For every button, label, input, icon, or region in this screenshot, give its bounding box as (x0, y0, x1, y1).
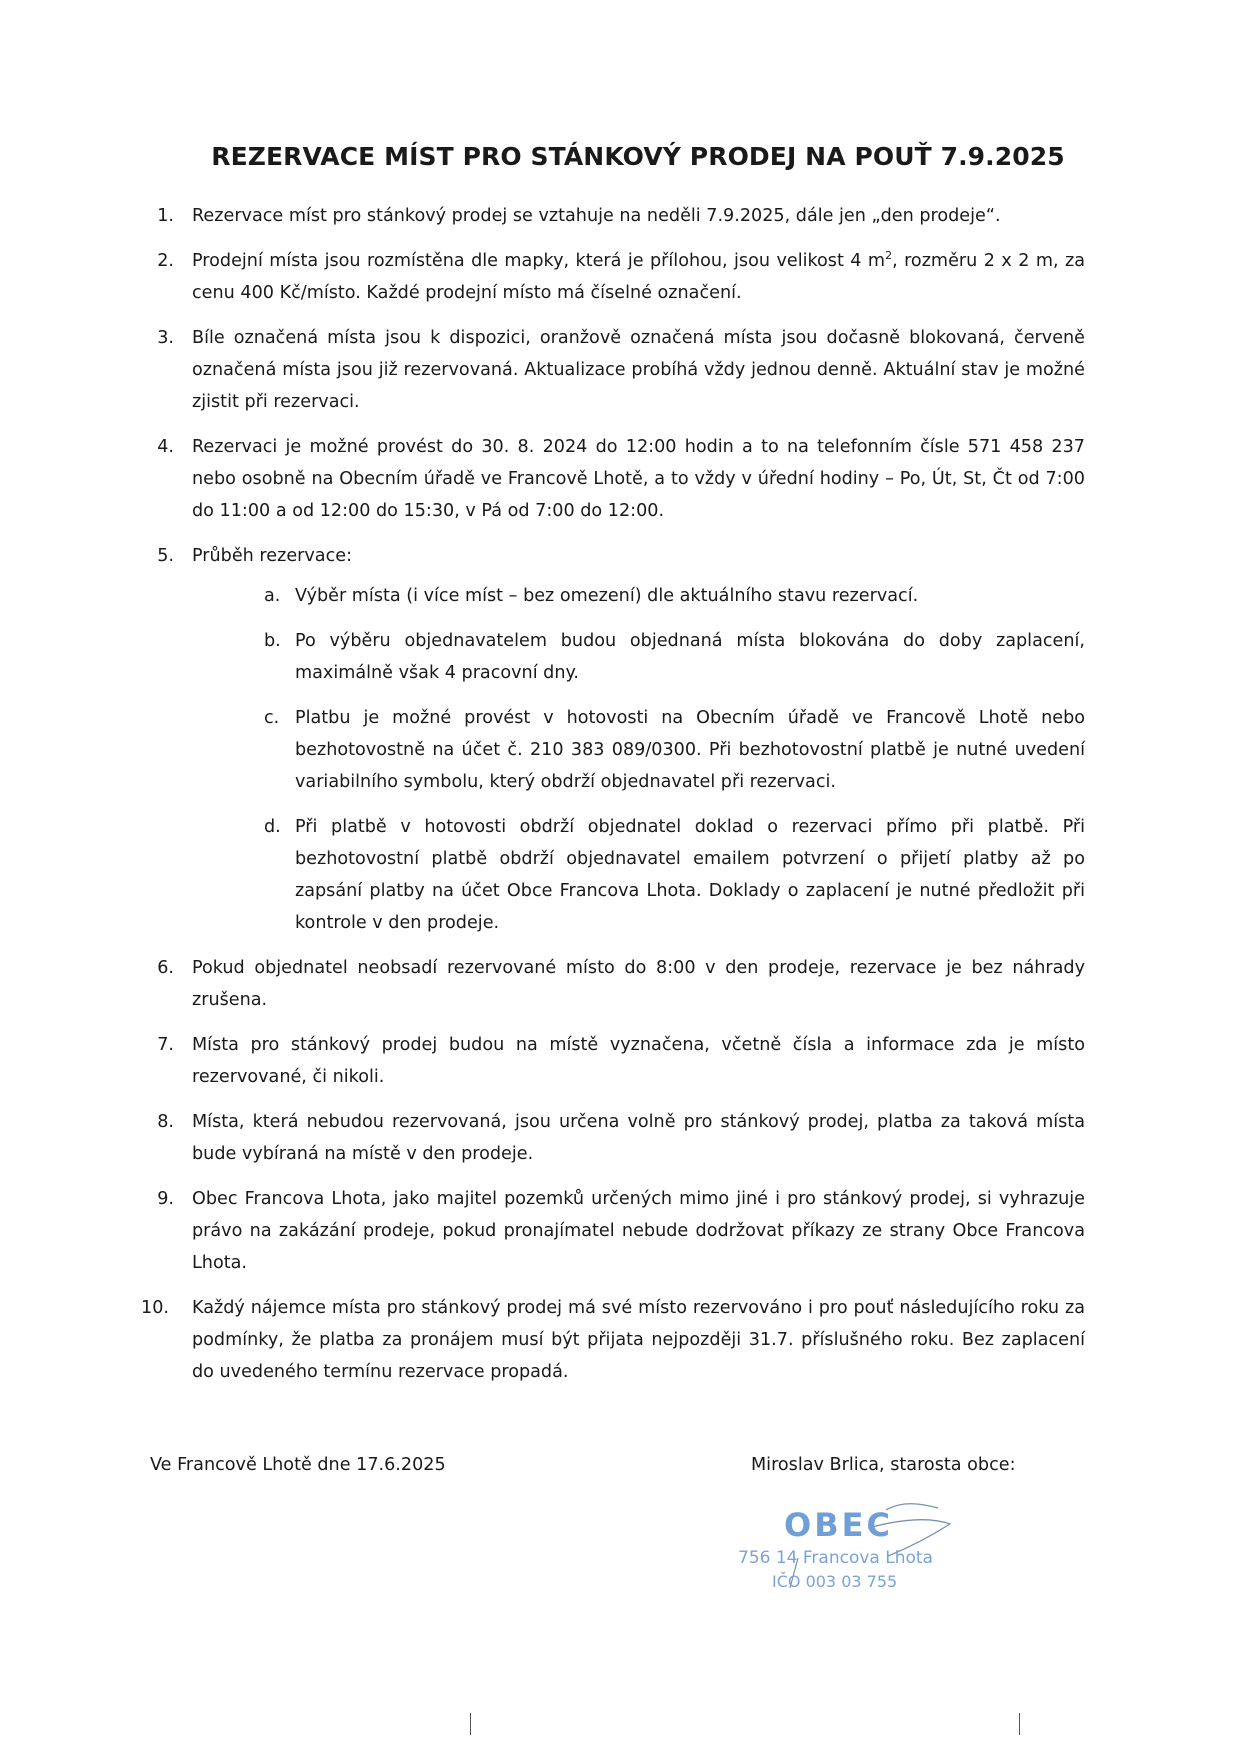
place-and-date: Ve Francově Lhotě dne 17.6.2025 (150, 1455, 446, 1475)
item-text: Místa, která nebudou rezervovaná, jsou určena volně pro stánkový prodej, platba za taková místa bude vybíraná na místě v den prodeje. (192, 1112, 1085, 1164)
sub-list-item (264, 625, 1085, 689)
scan-mark (470, 1713, 471, 1735)
sub-item-text: Výběr místa (i více míst – bez omezení) dle aktuálního stavu rezervací. (295, 586, 919, 606)
item-number: 2. (157, 251, 174, 271)
sub-item-letter: a. (264, 586, 281, 606)
scan-mark (1019, 1713, 1020, 1735)
sub-item-letter: c. (264, 708, 280, 728)
sub-item-letter: d. (264, 817, 281, 837)
list-item (150, 540, 1085, 939)
sub-list-item (264, 702, 1085, 798)
item-text: Místa pro stánkový prodej budou na místě vyznačena, včetně čísla a informace zda je místo rezervované, či nikoli. (192, 1035, 1085, 1087)
item-number: 4. (157, 437, 174, 457)
item-text: Bíle označená místa jsou k dispozici, oranžově označená místa jsou dočasně blokovaná, červeně označená místa jsou již rezervovaná. Aktualizace probíhá vždy jednou denně. Aktuální stav je možné zjistit při rezervaci. (192, 328, 1085, 412)
item-text: Rezervace míst pro stánkový prodej se vztahuje na neděli 7.9.2025, dále jen „den prodeje“. (192, 206, 1001, 226)
item-text: Průběh rezervace: (192, 546, 353, 566)
superscript: 2 (885, 249, 893, 263)
stamp-line-2: 756 14 Francova Lhota (738, 1548, 933, 1568)
item-text: Každý nájemce místa pro stánkový prodej má své místo rezervováno i pro pouť následujícího roku za podmínky, že platba za pronájem musí být přijata nejpozději 31.7. příslušného roku. Bez zaplacení do uvedeného termínu rezervace propadá. (192, 1298, 1085, 1382)
item-number: 3. (157, 328, 174, 348)
item-number: 8. (157, 1112, 174, 1132)
item-text: Obec Francova Lhota, jako majitel pozemků určených mimo jiné i pro stánkový prodej, si vyhrazuje právo na zakázání prodeje, pokud pronajímatel nebude dodržovat příkazy ze strany Obce Francova Lhota. (192, 1189, 1085, 1273)
signer-line: Miroslav Brlica, starosta obce: (751, 1455, 1016, 1475)
sub-item-text: Platbu je možné provést v hotovosti na Obecním úřadě ve Francově Lhotě nebo bezhotovostně na účet č. 210 383 089/0300. Při bezhotovostní platbě je nutné uvedení variabilního symbolu, který obdrží objednavatel při rezervaci. (295, 708, 1085, 792)
sub-item-text: Po výběru objednavatelem budou objednaná místa blokována do doby zaplacení, maximálně však 4 pracovní dny. (295, 631, 1085, 683)
item-text: Rezervaci je možné provést do 30. 8. 2024 do 12:00 hodin a to na telefonním čísle 571 458 237 nebo osobně na Obecním úřadě ve Francově Lhotě, a to vždy v úřední hodiny – Po, Út, St, Čt od 7:00 do 11:00 a od 12:00 do 15:30, v Pá od 7:00 do 12:00. (192, 437, 1085, 521)
document-title: REZERVACE MÍST PRO STÁNKOVÝ PRODEJ NA POUŤ 7.9.2025 (211, 142, 1065, 171)
item-number: 7. (157, 1035, 174, 1055)
rules-list (141, 200, 1086, 1401)
item-text (192, 251, 1085, 303)
list-item (150, 1183, 1085, 1279)
list-item (150, 200, 1085, 232)
item-number: 6. (157, 958, 174, 978)
sub-list (192, 580, 1085, 939)
official-stamp (738, 1498, 978, 1608)
list-item (150, 1106, 1085, 1170)
item-number: 9. (157, 1189, 174, 1209)
list-item (150, 431, 1085, 527)
item-number: 5. (157, 546, 174, 566)
list-item (150, 322, 1085, 418)
list-item (150, 952, 1085, 1016)
item-text-part: , rozměru 2 x 2 m, za cenu 400 Kč/místo. Každé prodejní místo má číselné označení. (192, 251, 1086, 303)
sub-list-item (264, 811, 1085, 939)
item-number: 1. (157, 206, 174, 226)
item-text-part: Prodejní místa jsou rozmístěna dle mapky, která je přílohou, jsou velikost 4 m (192, 251, 886, 271)
list-item (150, 1029, 1085, 1093)
list-item (150, 245, 1085, 309)
item-text: Pokud objednatel neobsadí rezervované místo do 8:00 v den prodeje, rezervace je bez náhrady zrušena. (192, 958, 1085, 1010)
item-number: 10. (141, 1298, 169, 1318)
sub-list-item (264, 580, 1085, 612)
sub-item-letter: b. (264, 631, 281, 651)
stamp-line-3: IČO 003 03 755 (772, 1572, 898, 1591)
sub-item-text: Při platbě v hotovosti obdrží objednatel doklad o rezervaci přímo při platbě. Při bezhotovostní platbě obdrží objednavatel emailem potvrzení o přijetí platby až po zapsání platby na účet Obce Francova Lhota. Doklady o zaplacení je nutné předložit při kontrole v den prodeje. (295, 817, 1085, 933)
list-item (141, 1292, 1085, 1388)
stamp-line-1: OBEC (784, 1506, 893, 1544)
